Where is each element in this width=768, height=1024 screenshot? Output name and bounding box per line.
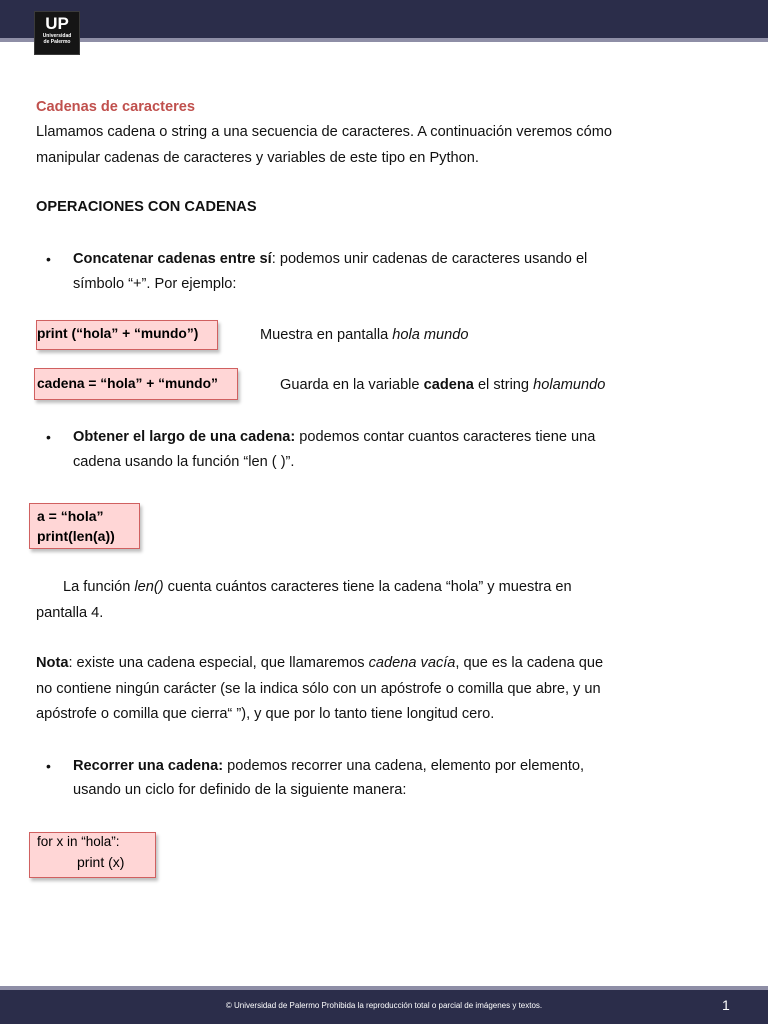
bullet-length bbox=[73, 429, 595, 445]
code-print-desc-italic: hola mundo bbox=[392, 327, 469, 343]
logo-sub-1: Universidad bbox=[42, 33, 72, 39]
code-print-line: print (“hola” + “mundo”) bbox=[37, 326, 199, 341]
note-bold: Nota bbox=[36, 655, 69, 671]
logo-sub-2: de Palermo bbox=[43, 39, 71, 45]
len-explanation-italic: len() bbox=[134, 579, 164, 595]
code-print-desc-text: Muestra en pantalla bbox=[260, 327, 393, 343]
code-assign-desc-italic: holamundo bbox=[533, 377, 606, 393]
bullet-iterate-line-2: usando un ciclo for definido de la siguiente manera: bbox=[73, 782, 407, 798]
bullet-iterate-bold: Recorrer una cadena: bbox=[73, 758, 224, 774]
bullet-concatenate-text: : podemos unir cadenas de caracteres usando el bbox=[271, 251, 588, 267]
operations-heading: OPERACIONES CON CADENAS bbox=[36, 199, 257, 215]
intro-line-2: manipular cadenas de caracteres y variables de este tipo en Python. bbox=[36, 150, 479, 166]
bullet-dot: • bbox=[46, 758, 51, 774]
code-assign-description bbox=[280, 377, 605, 393]
code-assign-desc-b: el string bbox=[473, 377, 534, 393]
code-box-print bbox=[36, 320, 218, 350]
bullet-length-text: podemos contar cuantos caracteres tiene una bbox=[295, 429, 596, 445]
note-italic: cadena vacía bbox=[368, 655, 456, 671]
note-line-2: no contiene ningún carácter (se la indica sólo con un apóstrofe o comilla que abre, y un bbox=[36, 681, 601, 697]
len-explanation-a: La función bbox=[63, 579, 135, 595]
page-number: 1 bbox=[722, 997, 730, 1013]
bullet-concatenate-bold: Concatenar cadenas entre sí bbox=[73, 251, 272, 267]
up-logo bbox=[34, 11, 80, 55]
code-box-len bbox=[29, 503, 140, 549]
note-a: : existe una cadena especial, que llamaremos bbox=[68, 655, 369, 671]
bullet-dot: • bbox=[46, 251, 51, 267]
len-explanation bbox=[63, 579, 572, 595]
bullet-concatenate bbox=[73, 251, 587, 267]
code-print-description bbox=[260, 327, 469, 343]
note-line-1 bbox=[36, 655, 603, 671]
top-banner bbox=[0, 0, 768, 38]
code-assign-line: cadena = “hola” + “mundo” bbox=[37, 376, 218, 391]
bullet-length-bold: Obtener el largo de una cadena: bbox=[73, 429, 296, 445]
len-explanation-b: cuenta cuántos caracteres tiene la cadena “hola” y muestra en bbox=[163, 579, 572, 595]
code-assign-desc-a: Guarda en la variable bbox=[280, 377, 424, 393]
logo-text: UP bbox=[45, 14, 69, 33]
code-box-assign bbox=[34, 368, 238, 400]
code-for-line-2: print (x) bbox=[77, 854, 125, 870]
code-assign-desc-bold: cadena bbox=[423, 377, 474, 393]
code-box-for bbox=[29, 832, 156, 878]
code-len-line-1: a = “hola” bbox=[37, 508, 104, 524]
bullet-dot: • bbox=[46, 429, 51, 445]
len-explanation-line-2: pantalla 4. bbox=[36, 605, 104, 621]
code-len-line-2: print(len(a)) bbox=[37, 528, 115, 544]
bullet-iterate-text: podemos recorrer una cadena, elemento por elemento, bbox=[223, 758, 585, 774]
note-line-3: apóstrofe o comilla que cierra“ ”), y que por lo tanto tiene longitud cero. bbox=[36, 706, 495, 722]
note-b: , que es la cadena que bbox=[455, 655, 604, 671]
code-for-line-1: for x in “hola”: bbox=[37, 834, 120, 849]
bullet-concatenate-line-2: símbolo “+”. Por ejemplo: bbox=[73, 276, 237, 292]
footer-copyright: © Universidad de Palermo Prohibida la reproducción total o parcial de imágenes y textos. bbox=[225, 1001, 543, 1010]
bullet-iterate bbox=[73, 758, 584, 774]
section-title: Cadenas de caracteres bbox=[36, 99, 196, 115]
top-stripe bbox=[0, 38, 768, 42]
intro-line-1: Llamamos cadena o string a una secuencia de caracteres. A continuación veremos cómo bbox=[36, 124, 612, 140]
bullet-length-line-2: cadena usando la función “len ( )”. bbox=[73, 454, 295, 470]
